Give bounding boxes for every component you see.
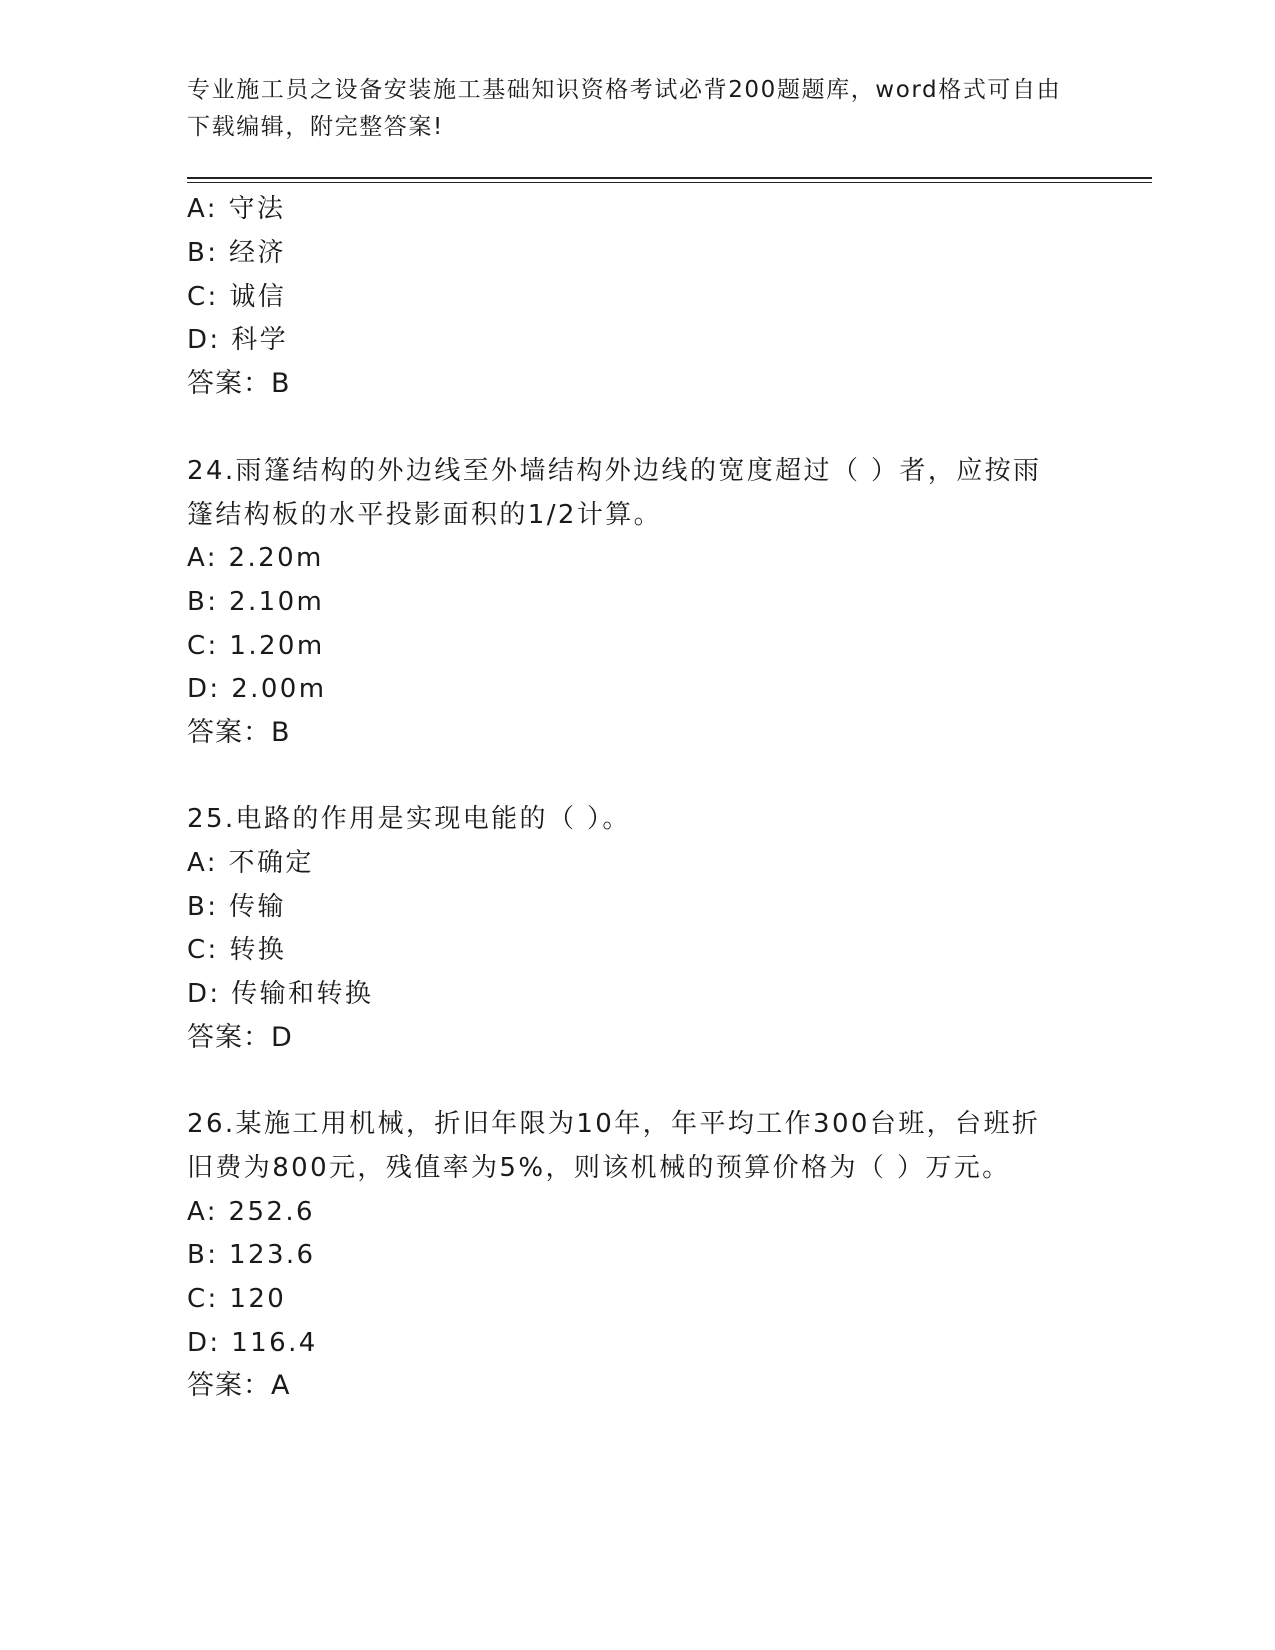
header-title-line-2: 下载编辑，附完整答案! [187,114,444,140]
q24-stem-line-2: 篷结构板的水平投影面积的1/2计算。 [187,500,663,530]
q23-answer: 答案：B [187,368,291,399]
q23-option-b: B: 经济 [187,238,286,268]
header-divider-thick [187,177,1152,179]
q26-option-b: B: 123.6 [187,1240,316,1270]
header-divider-thin [187,182,1152,183]
document-header [187,72,1087,146]
q25-option-a: A: 不确定 [187,848,314,878]
q24-option-d: D: 2.00m [187,674,327,704]
q23-option-c: C: 诚信 [187,282,287,312]
header-title-line-1: 专业施工员之设备安装施工基础知识资格考试必背200题题库，word格式可自由 [187,77,1062,103]
q26-stem-line-2: 旧费为800元，残值率为5%，则该机械的预算价格为（ ）万元。 [187,1153,1011,1183]
q24-answer: 答案：B [187,717,291,748]
q24-stem-line-1: 24.雨篷结构的外边线至外墙结构外边线的宽度超过（ ）者，应按雨 [187,456,1042,486]
q25-stem-line-1: 25.电路的作用是实现电能的（ ）。 [187,804,631,834]
q25-option-b: B: 传输 [187,892,286,922]
q23-option-a: A: 守法 [187,194,286,224]
q24-option-c: C: 1.20m [187,631,325,661]
q25-answer: 答案：D [187,1022,293,1053]
q26-option-c: C: 120 [187,1284,287,1314]
q26-option-d: D: 116.4 [187,1328,318,1358]
q23-option-d: D: 科学 [187,325,289,355]
q25-option-d: D: 传输和转换 [187,979,374,1009]
q26-answer: 答案：A [187,1370,291,1401]
q24-option-b: B: 2.10m [187,587,325,617]
q25-option-c: C: 转换 [187,935,287,965]
q24-option-a: A: 2.20m [187,543,324,573]
q26-stem-line-1: 26.某施工用机械，折旧年限为10年，年平均工作300台班，台班折 [187,1109,1041,1139]
q26-option-a: A: 252.6 [187,1197,315,1227]
